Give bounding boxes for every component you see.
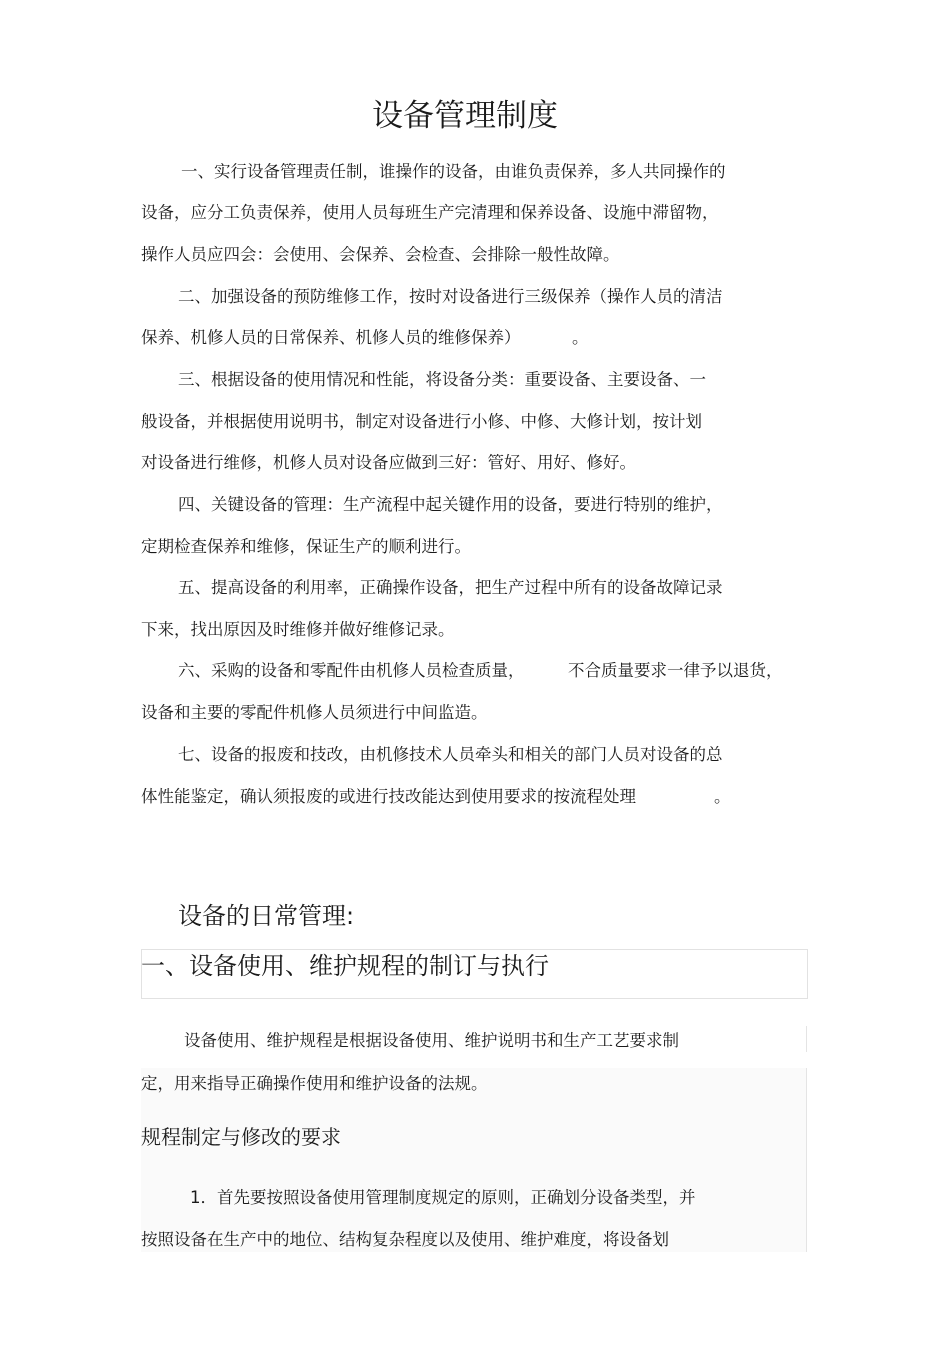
list-item-line: 按照设备在生产中的地位、结构复杂程度以及使用、维护难度，将设备划 [141,1230,669,1249]
list-item-line: 1．首先要按照设备使用管理制度规定的原则，正确划分设备类型，并 [190,1188,696,1207]
paragraph-line: 设备，应分工负责保养，使用人员每班生产完清理和保养设备、设施中滞留物， [141,203,719,222]
subheading: 规程制定与修改的要求 [141,1125,341,1149]
section-heading: 设备的日常管理: [178,902,355,930]
paragraph-line: 四、关键设备的管理：生产流程中起关键作用的设备，要进行特别的维护， [178,495,723,514]
paragraph-line: 操作人员应四会：会使用、会保养、会检查、会排除一般性故障。 [141,245,620,264]
paragraph-line: 下来，找出原因及时维修并做好维修记录。 [141,620,455,639]
paragraph-line: 。 [714,787,731,806]
document-title: 设备管理制度 [372,98,558,134]
paragraph-line: 三、根据设备的使用情况和性能，将设备分类：重要设备、主要设备、一 [178,370,706,389]
paragraph-line: 设备和主要的零配件机修人员须进行中间监造。 [141,703,488,722]
paragraph-line: 七、设备的报废和技改，由机修技术人员牵头和相关的部门人员对设备的总 [178,745,723,764]
paragraph-line: 二、加强设备的预防维修工作，按时对设备进行三级保养（操作人员的清洁 [178,287,723,306]
paragraph-line: 对设备进行维修，机修人员对设备应做到三好：管好、用好、修好。 [141,453,636,472]
paragraph-line: 保养、机修人员的日常保养、机修人员的维修保养） [141,328,521,347]
paragraph-line: 一、实行设备管理责任制，谁操作的设备，由谁负责保养，多人共同操作的 [181,162,726,181]
paragraph-line: 般设备，并根据使用说明书，制定对设备进行小修、中修、大修计划，按计划 [141,412,702,431]
paragraph-line: 定，用来指导正确操作使用和维护设备的法规。 [141,1074,488,1093]
paragraph-line: 不合质量要求一律予以退货， [568,661,783,680]
paragraph-line: 六、采购的设备和零配件由机修人员检查质量， [178,661,525,680]
paragraph-line: 体性能鉴定，确认须报废的或进行技改能达到使用要求的按流程处理 [141,787,636,806]
paragraph-box [141,1068,807,1252]
subheading: 一、设备使用、维护规程的制订与执行 [141,952,549,980]
paragraph-line: 设备使用、维护规程是根据设备使用、维护说明书和生产工艺要求制 [184,1031,679,1050]
paragraph-line: 五、提高设备的利用率，正确操作设备，把生产过程中所有的设备故障记录 [178,578,723,597]
paragraph-line: 定期检查保养和维修，保证生产的顺利进行。 [141,537,471,556]
paragraph-line: 。 [572,328,589,347]
